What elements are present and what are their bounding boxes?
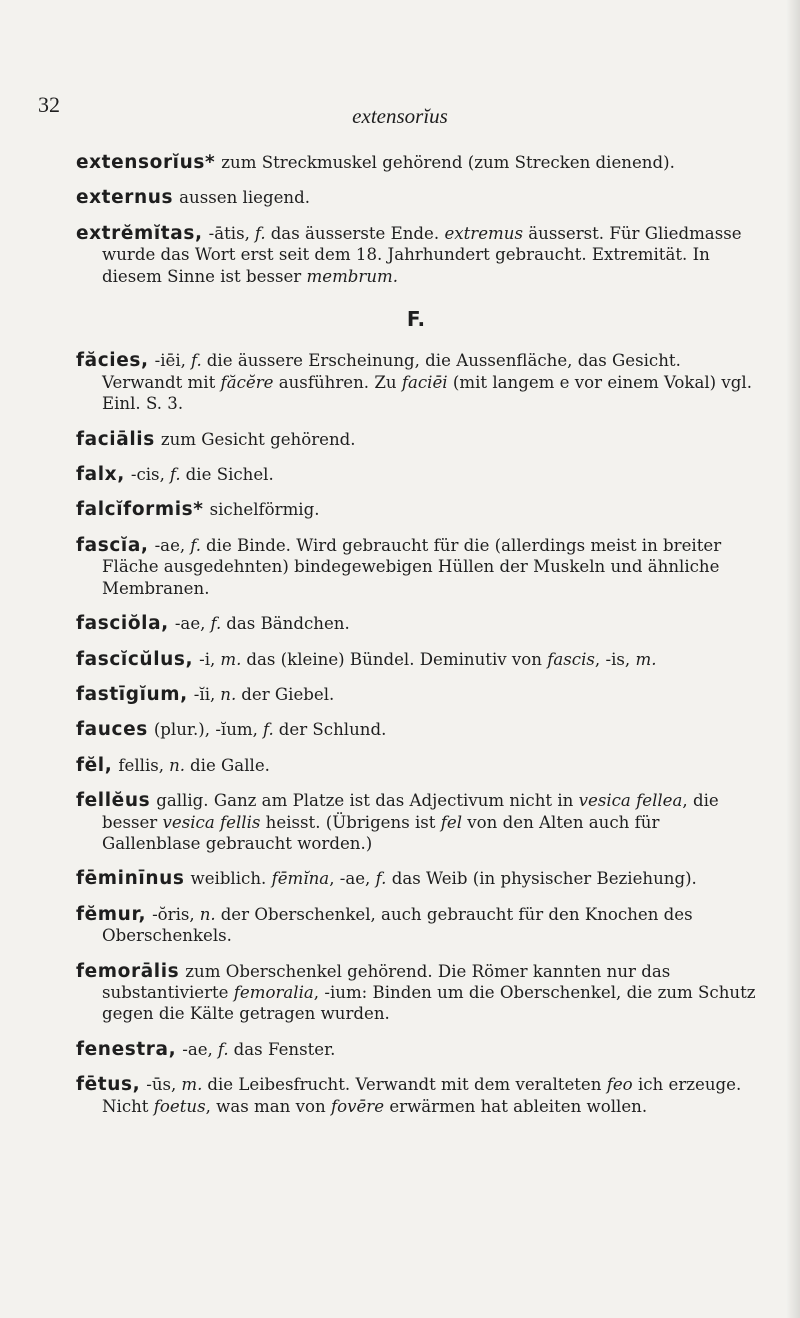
dictionary-entry: [76, 499, 756, 520]
entries-before-f: [76, 152, 756, 287]
entry-text: das Weib (in physischer Beziehung).: [386, 869, 697, 889]
entry-term: fovēre: [330, 1096, 385, 1116]
entry-headword: fētus,: [76, 1074, 141, 1096]
entry-headword: fellĕus: [76, 790, 151, 812]
entry-headword: falx,: [76, 464, 125, 486]
entry-grammar: f.: [169, 465, 181, 485]
entry-text: die Binde. Wird gebraucht für die (allerdings meist in breiter Fläche ausgedehnten) bindegewebigen Hüllen der Muskeln und ähnliche Membranen.: [102, 535, 722, 598]
entry-grammar: -ĭi,: [193, 684, 216, 704]
page-number: 32: [38, 92, 60, 117]
dictionary-column: [76, 152, 756, 1131]
entry-term: fēmĭna: [271, 869, 330, 889]
entry-text: aussen liegend.: [179, 188, 311, 208]
entry-text: der Oberschenkel, auch gebraucht für den Knochen des Oberschenkels.: [102, 904, 693, 946]
entry-grammar: m.: [220, 649, 242, 669]
entry-grammar: -cis,: [130, 465, 165, 485]
entry-headword: fascĭcŭlus,: [76, 648, 194, 670]
entry-text: die Galle.: [190, 755, 270, 775]
entry-term: vesica fellis: [162, 812, 261, 832]
entries-f: [76, 350, 756, 1117]
section-letter: F.: [406, 307, 426, 332]
entry-text: zum Oberschenkel gehörend. Die Römer kannten nur das substantivierte: [102, 961, 671, 1002]
entry-headword: fĕmur,: [76, 903, 147, 925]
entry-headword: extrĕmĭtas,: [76, 222, 203, 244]
entry-text: das (kleine) Bündel. Deminutiv von: [246, 649, 548, 669]
dictionary-entry: [76, 350, 756, 414]
dictionary-entry: [76, 719, 756, 740]
dictionary-entry: [76, 429, 756, 450]
entry-text: , was man von: [205, 1096, 331, 1116]
entry-text: der Giebel.: [241, 684, 335, 704]
entry-headword: fĕl,: [76, 754, 113, 776]
dictionary-entry: [76, 790, 756, 854]
entry-grammar: n.: [169, 755, 186, 775]
dictionary-entry: [76, 152, 756, 173]
entry-grammar: f.: [262, 720, 274, 740]
entry-text: erwärmen hat ableiten wollen.: [384, 1096, 648, 1116]
entry-term: faciēi: [401, 372, 448, 392]
entry-text: die Leibesfrucht. Verwandt mit dem veralteten: [207, 1075, 607, 1095]
entry-text: gallig. Ganz am Platze ist das Adjectivum nicht in: [156, 791, 579, 811]
dictionary-entry: [76, 684, 756, 705]
entry-headword: fauces: [76, 719, 148, 741]
entry-text: , die besser: [102, 791, 719, 832]
entry-grammar: f.: [210, 614, 222, 634]
entry-headword: fascĭa,: [76, 534, 149, 556]
entry-text: die äussere Erscheinung, die Aussenfläche, das Gesicht. Verwandt mit: [102, 351, 681, 392]
entry-text: ausführen. Zu: [273, 372, 402, 392]
entry-text: die Sichel.: [185, 465, 274, 485]
dictionary-entry: [76, 187, 756, 208]
entry-grammar: -ŏris,: [152, 904, 195, 924]
dictionary-entry: [76, 961, 756, 1025]
entry-headword: femorālis: [76, 960, 180, 982]
entry-grammar: f.: [190, 535, 202, 555]
dictionary-entry: [76, 755, 756, 776]
entry-text: , -is,: [594, 649, 636, 669]
entry-grammar: m.: [181, 1075, 203, 1095]
entry-headword: fasciŏla,: [76, 613, 169, 635]
entry-text: zum Streckmuskel gehörend (zum Strecken dienend).: [221, 153, 675, 172]
entry-headword: făcies,: [76, 350, 149, 372]
dictionary-entry: [76, 613, 756, 634]
entry-term: f.: [375, 869, 387, 889]
entry-grammar: -ae,: [154, 535, 186, 555]
entry-grammar: -iēi,: [154, 351, 186, 371]
entry-text: , -ae,: [329, 869, 376, 889]
entry-term: făcĕre: [220, 372, 274, 392]
entry-term: m.: [635, 649, 657, 669]
entry-term: fascis: [547, 649, 595, 669]
entry-headword: faciālis: [76, 428, 155, 450]
entry-grammar: n.: [220, 684, 237, 704]
entry-term: fel: [440, 812, 463, 832]
dictionary-entry: [76, 464, 756, 485]
dictionary-entry: [76, 649, 756, 670]
entry-headword: fastīgĭum,: [76, 683, 188, 705]
entry-grammar: f.: [190, 351, 202, 371]
dictionary-entry: [76, 535, 756, 599]
entry-headword: externus: [76, 187, 174, 209]
entry-grammar: f.: [217, 1039, 229, 1059]
entry-text: , -ium: Binden um die Oberschenkel, die zum Schutz gegen die Kälte getragen wurden.: [102, 982, 756, 1024]
entry-text: ich erzeuge. Nicht: [102, 1075, 742, 1116]
entry-text: das Bändchen.: [226, 614, 350, 634]
entry-grammar: -ae,: [174, 614, 206, 634]
entry-term: foetus: [153, 1096, 206, 1116]
entry-headword: fenestra,: [76, 1038, 177, 1060]
entry-grammar: -ūs,: [146, 1075, 177, 1095]
entry-grammar: fellis,: [118, 755, 165, 775]
entry-text: (mit langem e vor einem Vokal) vgl. Einl. S. 3.: [102, 372, 753, 414]
entry-text: sichelförmig.: [209, 500, 320, 520]
entry-text: heisst. (Übrigens ist: [260, 812, 441, 832]
entry-grammar: (plur.), -ĭum,: [153, 720, 258, 740]
entry-grammar: -i,: [199, 649, 216, 669]
entry-text: äusserst. Für Gliedmasse wurde das Wort erst seit dem 18. Jahrhundert gebraucht. Extremität. In diesem Sinne ist besser: [102, 223, 742, 286]
dictionary-entry: [76, 1039, 756, 1060]
dictionary-entry: [76, 1074, 756, 1117]
entry-grammar: -ātis,: [208, 223, 250, 243]
entry-term: feo: [606, 1075, 633, 1095]
page-edge-shadow: [786, 0, 800, 1318]
entry-headword: extensorĭus*: [76, 152, 216, 173]
entry-text: von den Alten auch für Gallenblase gebraucht worden.): [102, 812, 660, 853]
entry-text: zum Gesicht gehörend.: [160, 429, 356, 449]
running-head: extensorĭus: [352, 104, 448, 128]
entry-term: membrum.: [306, 266, 399, 286]
entry-grammar: -ae,: [182, 1039, 213, 1059]
entry-term: vesica fellea: [578, 791, 683, 811]
entry-text: weiblich.: [190, 869, 272, 889]
entry-text: das Fenster.: [233, 1039, 336, 1059]
entry-text: das äusserste Ende.: [270, 223, 445, 243]
dictionary-entry: [76, 868, 756, 889]
entry-headword: falcĭformis*: [76, 499, 204, 521]
entry-headword: fēminīnus: [76, 868, 185, 890]
entry-text: der Schlund.: [278, 720, 387, 740]
entry-grammar: f.: [254, 223, 266, 243]
entry-term: femoralia: [233, 982, 314, 1002]
dictionary-entry: [76, 223, 756, 287]
dictionary-entry: [76, 904, 756, 947]
entry-term: extremus: [444, 223, 523, 243]
entry-grammar: n.: [199, 904, 216, 924]
